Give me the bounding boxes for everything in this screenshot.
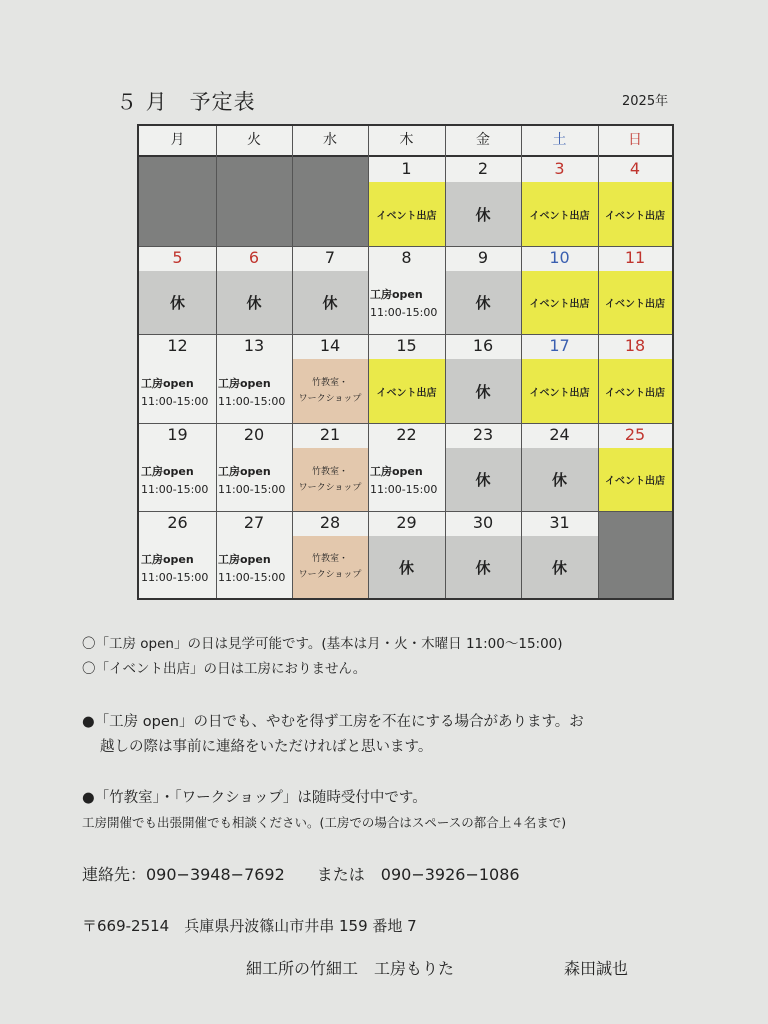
day-status-bamboo bbox=[292, 536, 368, 598]
day-status-closed bbox=[368, 536, 445, 598]
day-status-label: 休 bbox=[475, 558, 491, 577]
day-status-closed bbox=[445, 182, 521, 246]
day-status-label: イベント出店 bbox=[605, 210, 665, 222]
day-status-label: イベント出店 bbox=[605, 387, 665, 399]
day-status-label: 竹教室・ bbox=[311, 466, 348, 477]
day-cell-27 bbox=[216, 511, 292, 598]
note-workshop-detail: 工房開催でも出張開催でも相談ください。(工房での場合はスペースの都合上４名まで) bbox=[82, 815, 567, 830]
day-number: 11 bbox=[624, 248, 646, 267]
weekday-5: 土 bbox=[552, 132, 567, 148]
day-status-open bbox=[139, 359, 216, 423]
day-number: 30 bbox=[472, 513, 494, 532]
grid-vline bbox=[292, 126, 293, 598]
day-number: 21 bbox=[319, 425, 341, 444]
schedule-calendar bbox=[137, 124, 674, 600]
day-number: 16 bbox=[472, 336, 494, 355]
day-cell-5 bbox=[139, 246, 216, 334]
day-cell-8 bbox=[368, 246, 445, 334]
day-cell-19 bbox=[139, 423, 216, 511]
day-cell-26 bbox=[139, 511, 216, 598]
day-cell-17 bbox=[521, 334, 598, 423]
day-number: 5 bbox=[172, 248, 183, 267]
day-cell-11 bbox=[598, 246, 672, 334]
grid-vline bbox=[445, 126, 446, 598]
day-status-event bbox=[368, 182, 445, 246]
day-number: 27 bbox=[243, 513, 265, 532]
weekday-1: 火 bbox=[247, 132, 261, 148]
day-status-label: 工房open bbox=[218, 465, 271, 478]
weekday-2: 水 bbox=[323, 132, 337, 148]
day-status-event bbox=[368, 359, 445, 423]
note-workshop: ●「竹教室」・「ワークショップ」は随時受付中です。 bbox=[82, 790, 427, 806]
day-status-label: 工房open bbox=[370, 465, 423, 478]
day-status-label: 休 bbox=[475, 294, 491, 312]
day-number: 7 bbox=[324, 248, 336, 267]
day-status-label-2: ワークショップ bbox=[298, 570, 362, 580]
day-status-open bbox=[368, 271, 445, 334]
day-number: 3 bbox=[554, 159, 565, 178]
day-status-label: イベント出店 bbox=[529, 299, 590, 310]
day-status-label: イベント出店 bbox=[376, 387, 437, 399]
day-status-open bbox=[216, 448, 292, 511]
day-number: 2 bbox=[477, 159, 489, 178]
day-status-event bbox=[598, 182, 672, 246]
day-status-label: 休 bbox=[169, 294, 185, 312]
day-cell-25 bbox=[598, 423, 672, 511]
empty-day-cell bbox=[598, 511, 672, 598]
day-status-open bbox=[216, 359, 292, 423]
day-status-label: 休 bbox=[398, 558, 414, 577]
day-status-label: イベント出店 bbox=[605, 476, 665, 487]
day-status-label: 休 bbox=[551, 558, 567, 577]
day-cell-29 bbox=[368, 511, 445, 598]
day-status-label: イベント出店 bbox=[529, 210, 590, 222]
day-cell-31 bbox=[521, 511, 598, 598]
note-contact-advance: 越しの際は事前に連絡をいただければと思います。 bbox=[100, 739, 433, 755]
day-number: 17 bbox=[549, 336, 570, 355]
day-cell-15 bbox=[368, 334, 445, 423]
weekday-6: 日 bbox=[628, 132, 642, 148]
page-title: ５ 月 予定表 bbox=[116, 90, 256, 114]
day-status-label-2: ワークショップ bbox=[298, 394, 362, 404]
contact-phone: 連絡先：090−3948−7692 または 090−3926−1086 bbox=[82, 865, 520, 884]
day-number: 1 bbox=[401, 159, 412, 178]
open-hours: 11:00-15:00 bbox=[218, 483, 286, 496]
day-status-label: 工房open bbox=[218, 376, 271, 390]
empty-day-cell bbox=[292, 157, 368, 246]
owner-name: 森田誠也 bbox=[564, 959, 629, 978]
day-status-closed bbox=[445, 536, 521, 598]
day-status-closed bbox=[445, 359, 521, 423]
day-status-event bbox=[521, 271, 598, 334]
day-status-label: 休 bbox=[475, 382, 491, 401]
day-number: 25 bbox=[624, 425, 646, 444]
weekday-3: 木 bbox=[399, 132, 414, 148]
day-cell-14 bbox=[292, 334, 368, 423]
weekday-header bbox=[139, 126, 672, 157]
day-status-closed bbox=[521, 536, 598, 598]
day-status-open bbox=[139, 448, 216, 511]
empty-day-cell bbox=[216, 157, 292, 246]
day-cell-4 bbox=[598, 157, 672, 246]
day-status-label: イベント出店 bbox=[529, 387, 590, 399]
day-number: 23 bbox=[472, 425, 494, 444]
day-status-closed bbox=[521, 448, 598, 511]
day-status-event bbox=[598, 448, 672, 511]
day-status-label: 休 bbox=[475, 205, 491, 224]
day-status-closed bbox=[445, 271, 521, 334]
day-cell-2 bbox=[445, 157, 521, 246]
day-status-closed bbox=[445, 448, 521, 511]
open-hours: 11:00-15:00 bbox=[218, 570, 286, 584]
grid-hline bbox=[139, 511, 672, 512]
day-status-event bbox=[598, 359, 672, 423]
day-cell-21 bbox=[292, 423, 368, 511]
day-status-event bbox=[598, 271, 672, 334]
weekday-0: 月 bbox=[170, 132, 185, 148]
note-absence-warning: ●「工房 open」の日でも、やむを得ず工房を不在にする場合があります。お bbox=[82, 714, 584, 730]
day-number: 28 bbox=[319, 513, 341, 532]
day-number: 8 bbox=[401, 248, 412, 267]
day-number: 18 bbox=[624, 336, 646, 355]
day-status-event bbox=[521, 182, 598, 246]
day-cell-6 bbox=[216, 246, 292, 334]
day-cell-9 bbox=[445, 246, 521, 334]
day-number: 31 bbox=[549, 513, 570, 532]
studio-name: 細工所の竹細工 工房もりた bbox=[246, 959, 455, 978]
day-status-label: 休 bbox=[246, 294, 262, 312]
grid-vline bbox=[598, 126, 599, 598]
day-cell-30 bbox=[445, 511, 521, 598]
note-open-visit: 〇「工房 open」の日は見学可能です。(基本は月・火・木曜日 11:00～15:00) bbox=[82, 636, 563, 652]
day-number: 24 bbox=[549, 425, 570, 444]
weekday-4: 金 bbox=[476, 132, 490, 148]
day-cell-7 bbox=[292, 246, 368, 334]
day-status-label: 休 bbox=[475, 471, 491, 489]
day-status-closed bbox=[139, 271, 216, 334]
grid-vline bbox=[368, 126, 369, 598]
day-status-event bbox=[521, 359, 598, 423]
day-status-closed bbox=[292, 271, 368, 334]
day-status-label: 工房open bbox=[141, 376, 194, 390]
day-number: 13 bbox=[243, 336, 265, 355]
day-status-label: 休 bbox=[551, 471, 567, 489]
day-cell-28 bbox=[292, 511, 368, 598]
day-number: 12 bbox=[167, 336, 188, 355]
day-status-label: 竹教室・ bbox=[311, 378, 348, 388]
grid-vline bbox=[521, 126, 522, 598]
day-cell-12 bbox=[139, 334, 216, 423]
day-status-bamboo bbox=[292, 359, 368, 423]
day-number: 4 bbox=[629, 159, 641, 178]
day-status-open bbox=[216, 536, 292, 598]
grid-vline bbox=[216, 126, 217, 598]
day-status-bamboo bbox=[292, 448, 368, 511]
contact-address: 〒669-2514 兵庫県丹波篠山市井串 159 番地 7 bbox=[82, 917, 417, 935]
day-status-open bbox=[368, 448, 445, 511]
day-status-label: イベント出店 bbox=[376, 210, 437, 222]
grid-hline bbox=[139, 246, 672, 247]
day-number: 22 bbox=[396, 425, 417, 444]
day-status-closed bbox=[216, 271, 292, 334]
day-number: 10 bbox=[549, 248, 570, 267]
day-status-label: 工房open bbox=[218, 552, 271, 566]
day-number: 29 bbox=[396, 513, 417, 532]
day-status-open bbox=[139, 536, 216, 598]
day-status-label: 工房open bbox=[141, 552, 194, 566]
open-hours: 11:00-15:00 bbox=[141, 394, 209, 408]
open-hours: 11:00-15:00 bbox=[141, 570, 209, 584]
day-cell-1 bbox=[368, 157, 445, 246]
day-cell-16 bbox=[445, 334, 521, 423]
day-number: 20 bbox=[243, 425, 265, 444]
open-hours: 11:00-15:00 bbox=[370, 306, 438, 319]
day-number: 9 bbox=[477, 248, 489, 267]
day-cell-22 bbox=[368, 423, 445, 511]
day-number: 26 bbox=[167, 513, 188, 532]
day-number: 6 bbox=[248, 248, 260, 267]
day-cell-24 bbox=[521, 423, 598, 511]
grid-hline bbox=[139, 423, 672, 424]
day-status-label: 竹教室・ bbox=[311, 554, 348, 564]
day-number: 19 bbox=[167, 425, 188, 444]
day-status-label: 工房open bbox=[141, 465, 194, 478]
day-cell-23 bbox=[445, 423, 521, 511]
day-cell-3 bbox=[521, 157, 598, 246]
open-hours: 11:00-15:00 bbox=[141, 483, 209, 496]
day-number: 14 bbox=[319, 336, 341, 355]
day-status-label-2: ワークショップ bbox=[298, 482, 362, 493]
day-cell-13 bbox=[216, 334, 292, 423]
empty-day-cell bbox=[139, 157, 216, 246]
day-cell-10 bbox=[521, 246, 598, 334]
day-cell-18 bbox=[598, 334, 672, 423]
day-number: 15 bbox=[396, 336, 417, 355]
open-hours: 11:00-15:00 bbox=[218, 394, 286, 408]
day-status-label: 工房open bbox=[370, 288, 423, 301]
note-event-absent: 〇「イベント出店」の日は工房におりません。 bbox=[82, 661, 367, 677]
day-status-label: 休 bbox=[322, 294, 338, 312]
day-cell-20 bbox=[216, 423, 292, 511]
open-hours: 11:00-15:00 bbox=[370, 483, 438, 496]
day-status-label: イベント出店 bbox=[605, 299, 665, 310]
grid-hline bbox=[139, 334, 672, 335]
year-label: 2025年 bbox=[622, 94, 669, 109]
